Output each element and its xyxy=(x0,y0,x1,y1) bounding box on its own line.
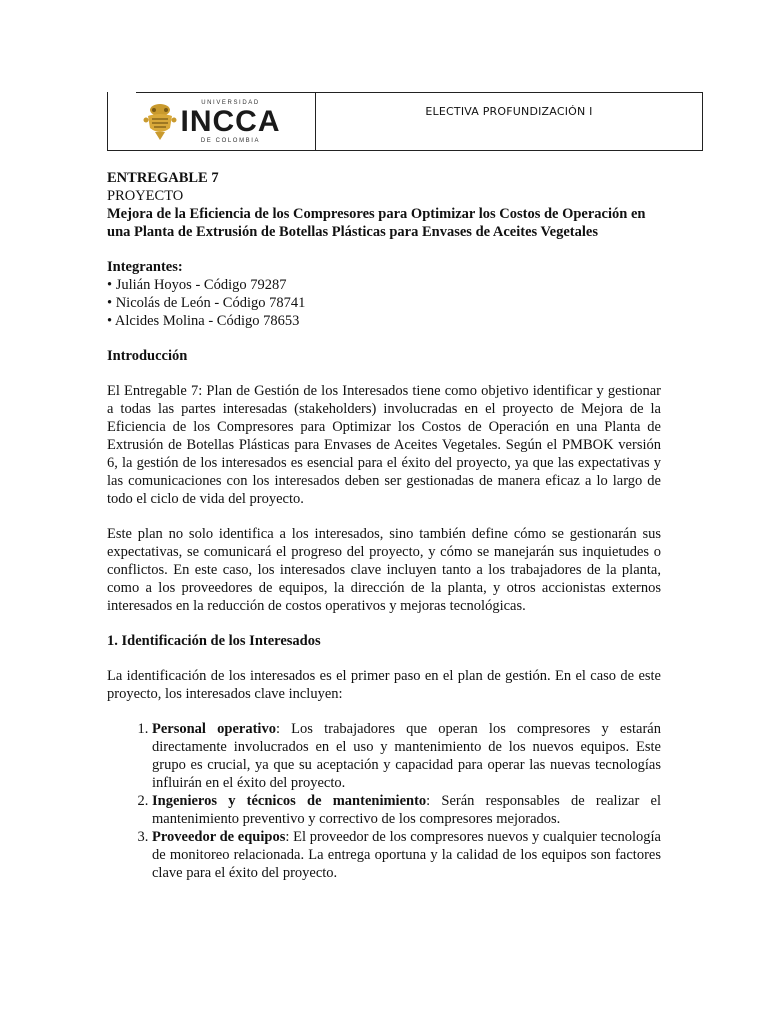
stakeholder-desc: : El proveedor de los compresores nuevos y cualquier tecnología de monitoreo relacionada. La entrega oportuna y la calidad de los equipos son factores clave para el éxito del proyecto. xyxy=(152,829,661,881)
intro-paragraph-1: El Entregable 7: Plan de Gestión de los Interesados tiene como objetivo identificar y gestionar a todas las partes interesadas (stakeholders) involucradas en el proyecto de Mejora de la Eficiencia de los Compresores para Optimizar los Costos de Operación en una Planta de Extrusión de Botellas Plásticas para Envases de Aceites Vegetales. Según el PMBOK versión 6, la gestión de los interesados es esencial para el éxito del proyecto, ya que las expectativas y las comunicaciones con los interesados deben ser gestionadas de manera eficaz a lo largo de todo el ciclo de vida del proyecto. xyxy=(107,383,661,507)
intro-heading: Introducción xyxy=(107,348,188,364)
stakeholder-term: Ingenieros y técnicos de mantenimiento xyxy=(152,793,427,809)
logo-top-text: UNIVERSIDAD xyxy=(201,99,260,106)
stakeholder-list xyxy=(107,720,661,882)
member-item: • Alcides Molina - Código 78653 xyxy=(107,313,300,329)
list-item xyxy=(152,792,661,828)
document-body xyxy=(107,169,661,882)
deliverable-title: ENTREGABLE 7 xyxy=(107,170,219,186)
member-item: • Nicolás de León - Código 78741 xyxy=(107,295,306,311)
logo-name: INCCA xyxy=(180,104,281,138)
project-label: PROYECTO xyxy=(107,188,184,204)
list-item xyxy=(152,828,661,882)
section-1-heading: 1. Identificación de los Interesados xyxy=(107,633,321,649)
logo-cell xyxy=(108,93,316,150)
section-1-paragraph: La identificación de los interesados es el primer paso en el plan de gestión. En el caso de este proyecto, los interesados clave incluyen: xyxy=(107,668,661,702)
stakeholder-desc: : Serán responsables de realizar el mantenimiento preventivo y correctivo de los compresores mejorados. xyxy=(152,793,662,827)
emblem-icon xyxy=(143,102,177,142)
stakeholder-term: Proveedor de equipos xyxy=(152,829,286,845)
stakeholder-term: Personal operativo xyxy=(152,721,276,737)
stakeholder-desc: : Los trabajadores que operan los compresores y estarán directamente involucrados en el uso y mantenimiento de los nuevos equipos. Este grupo es crucial, ya que su aceptación y capacidad para operar las nuevas tecnologías influirán en el éxito del proyecto. xyxy=(152,721,661,791)
list-item xyxy=(152,720,661,792)
logo-bottom-text: DE COLOMBIA xyxy=(200,137,261,144)
intro-paragraph-2: Este plan no solo identifica a los interesados, sino también define cómo se gestionarán sus expectativas, se comunicará el progreso del proyecto, y cómo se manejarán sus inquietudes o conflictos. En este caso, los interesados clave incluyen tanto a los trabajadores de la planta, como a los proveedores de equipos, la dirección de la planta, y otros accionistas externos interesados en la reducción de costos operativos y mejoras tecnológicas. xyxy=(107,526,661,614)
course-title: ELECTIVA PROFUNDIZACIÓN I xyxy=(425,105,593,118)
header-table xyxy=(107,92,703,151)
members-heading: Integrantes: xyxy=(107,259,183,275)
university-logo xyxy=(143,100,281,144)
member-item: • Julián Hoyos - Código 79287 xyxy=(107,277,287,293)
project-title: Mejora de la Eficiencia de los Compresores para Optimizar los Costos de Operación en una Planta de Extrusión de Botellas Plásticas para Envases de Aceites Vegetales xyxy=(107,206,646,240)
